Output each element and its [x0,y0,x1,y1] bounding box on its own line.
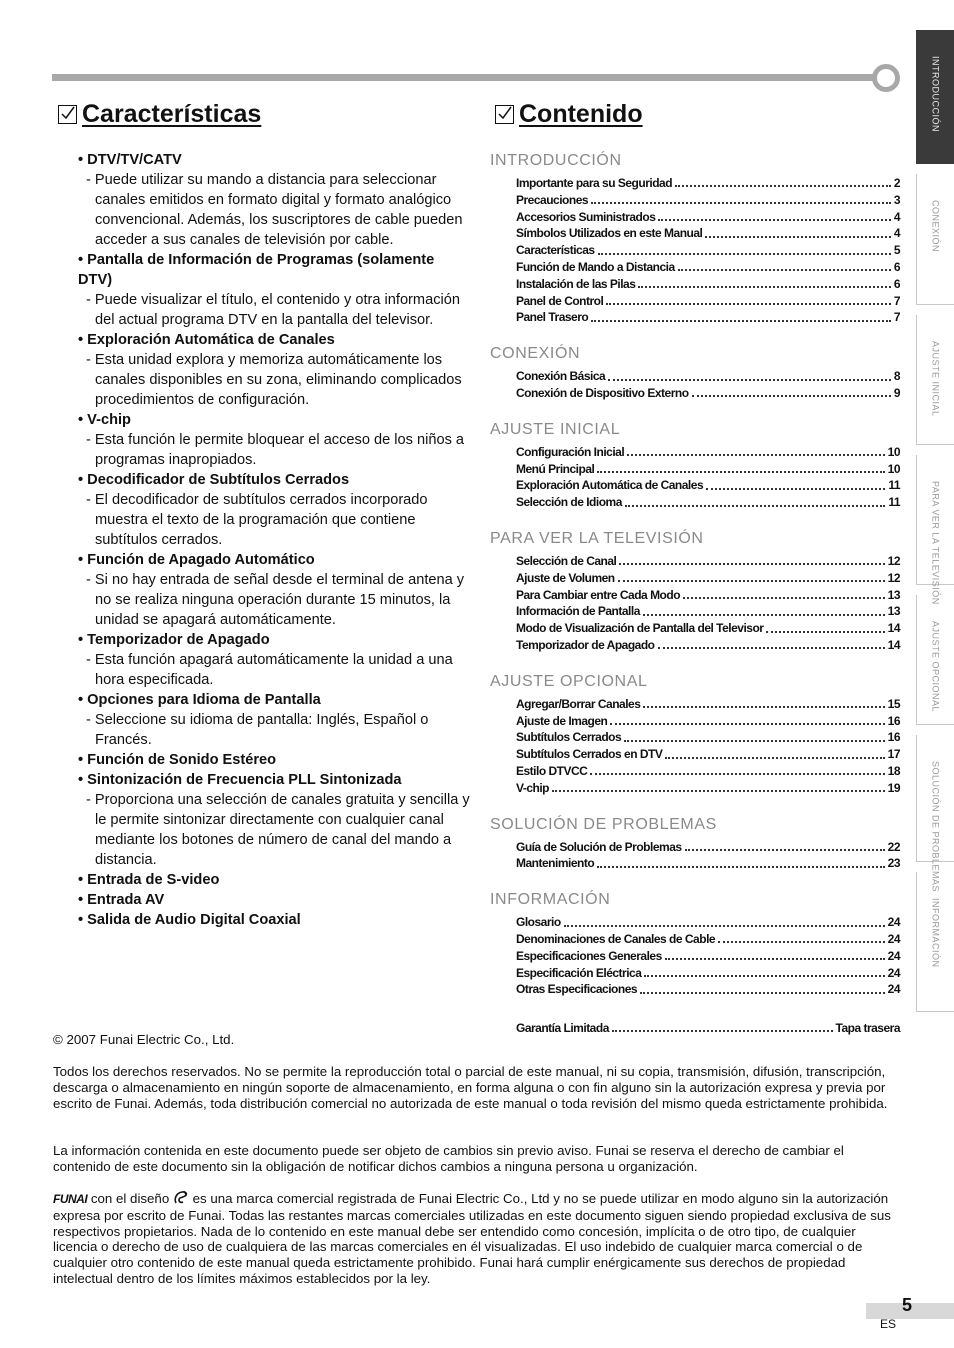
toc-entry-title: Selección de Canal [516,553,617,568]
feature-title: • DTV/TV/CATV [78,150,470,170]
toc-entry-title: Mantenimiento [516,856,595,871]
side-tab[interactable] [916,735,954,893]
toc-leader-dots [658,647,885,649]
side-tab-label: SOLUCIÓN DE PROBLEMAS [930,761,941,893]
toc-section-title: PARA VER LA TELEVISIÓN [490,529,704,547]
toc-entry-title: Temporizador de Apagado [516,637,655,652]
toc-entry[interactable] [516,587,900,604]
toc-entry-title: Conexión de Dispositivo Externo [516,385,689,400]
toc-leader-dots [619,563,884,565]
toc-leader-dots [638,286,890,288]
toc-entry-title: V-chip [516,780,550,795]
feature-title: • Exploración Automática de Canales [78,330,470,350]
toc-entry-page: 15 [887,696,900,711]
toc-entry[interactable] [516,620,900,637]
side-tab[interactable] [916,455,954,605]
feature-title: • Temporizador de Apagado [78,630,470,650]
feature-description: - El decodificador de subtítulos cerrados incorporado muestra el texto de la programación que contiene subtítulos cerrados. [78,490,470,550]
toc-entry-page: 24 [887,915,900,930]
checkbox-icon [495,105,514,124]
toc-leader-dots [718,941,885,943]
page-number: 5 [902,1295,913,1315]
toc-entry[interactable] [516,637,900,654]
toc-section-title: AJUSTE OPCIONAL [490,672,648,690]
toc-section-title: INTRODUCCIÓN [490,152,622,169]
toc-leader-dots [675,185,891,187]
toc-entry[interactable] [516,553,900,570]
toc-entry[interactable] [516,477,900,494]
toc-entry[interactable] [516,444,900,461]
toc-entry-title: Glosario [516,915,561,930]
toc-entry-title: Configuración Inicial [516,444,625,459]
toc-entry[interactable] [516,293,900,310]
toc-entry-page: 24 [887,965,900,980]
toc-entry-title: Importante para su Seguridad [516,176,673,190]
toc-leader-dots [665,757,884,759]
toc-entry[interactable] [516,713,900,730]
toc-entry[interactable] [516,276,900,293]
toc-leader-dots [606,303,890,305]
toc-section-title: AJUSTE INICIAL [490,420,621,438]
toc-entry-page: 2 [893,176,900,190]
toc-entry[interactable] [516,494,900,511]
toc-leader-dots [624,740,884,742]
toc-entry[interactable] [516,242,900,259]
toc-entry-page: 24 [887,948,900,963]
toc-entry-title: Selección de Idioma [516,495,622,510]
toc-leader-dots [644,975,884,977]
toc-section-title: SOLUCIÓN DE PROBLEMAS [490,815,717,833]
toc-entry[interactable] [516,192,900,209]
toc-leader-dots [683,597,885,599]
toc-entry-page: 11 [888,495,900,510]
toc-entry-title: Menú Principal [516,461,595,476]
toc-entry-title: Especificación Eléctrica [516,965,642,980]
toc-entry-title: Otras Especificaciones [516,982,638,997]
toc-entry-page: 5 [893,243,900,258]
toc-entry[interactable] [516,855,900,872]
toc-entry-title: Ajuste de Volumen [516,570,615,585]
toc-leader-dots [706,488,885,490]
toc-entry-page: 12 [887,553,900,568]
toc-section [490,671,900,797]
toc-entry-page: 3 [893,192,900,207]
features-title: Características [82,100,262,128]
feature-description: - Si no hay entrada de señal desde el terminal de antena y no se realiza ninguna operación durante 15 minutos, la unidad se apagará automáticamente. [78,570,470,630]
toc-entry[interactable] [516,914,900,931]
toc-entry-title: Agregar/Borrar Canales [516,696,641,711]
toc-entry-title: Conexión Básica [516,369,606,384]
toc-leader-dots [640,992,885,994]
toc-entry-page: 4 [893,226,900,241]
toc-section [490,889,900,998]
copyright-text: © 2007 Funai Electric Co., Ltd. [53,1032,235,1047]
toc-entry-title: Subtítulos Cerrados en DTV [516,747,663,762]
toc-entry-title: Accesorios Suministrados [516,209,656,224]
toc-entry-title: Especificaciones Generales [516,948,662,963]
feature-title: • Salida de Audio Digital Coaxial [78,910,470,930]
toc-entry-page: 24 [887,982,900,997]
toc-entry-page: 22 [887,839,900,854]
toc-section [490,343,900,402]
toc-section [490,814,900,873]
toc-entry[interactable] [516,225,900,242]
toc-leader-dots [564,925,885,927]
toc-entry-title: Para Cambiar entre Cada Modo [516,587,681,602]
toc-entry-page: 16 [887,713,900,728]
feature-title: • Sintonización de Frecuencia PLL Sintonizada [78,770,470,790]
toc-entry[interactable] [516,309,900,326]
toc-entry[interactable] [516,948,900,965]
feature-title: • V-chip [78,410,470,430]
side-tab-label: INTRODUCCIÓN [930,56,941,132]
contents-title: Contenido [519,100,643,128]
toc-leader-dots [591,202,891,204]
toc-entry[interactable] [516,839,900,856]
top-rule [52,74,878,81]
toc-entry-page: 13 [887,604,900,619]
feature-item [78,630,470,690]
toc-entry-page: Tapa trasera [835,1021,900,1036]
toc-entry-page: 6 [893,259,900,274]
toc-leader-dots [766,631,884,633]
toc-leader-dots [665,958,885,960]
toc-entry-page: 24 [887,931,900,946]
toc-entry-title: Información de Pantalla [516,604,640,619]
toc-entry-title: Símbolos Utilizados en este Manual [516,226,703,241]
page-language: ES [880,1317,897,1331]
feature-title: • Entrada de S-video [78,870,470,890]
toc-entry-page: 19 [887,780,900,795]
toc-leader-dots [678,269,891,271]
feature-description: - Puede utilizar su mando a distancia para seleccionar canales emitidos en formato digital y formato analógico convencional. Además, los suscriptores de cable pueden acceder a sus canales de televisión por cable. [78,170,470,250]
side-tab-label: INFORMACIÓN [930,898,941,968]
toc-entry-title: Precauciones [516,192,589,207]
toc-entry-title: Garantía Limitada [516,1021,609,1036]
feature-item [78,330,470,410]
feature-item [78,410,470,470]
toc-entry-page: 17 [887,747,900,762]
toc-entry-page: 7 [893,310,900,325]
feature-title: • Función de Sonido Estéreo [78,750,470,770]
feature-item [78,770,470,870]
toc-leader-dots [685,849,885,851]
toc-entry-page: 7 [893,293,900,308]
toc-entry-title: Exploración Automática de Canales [516,478,704,493]
feature-title: • Opciones para Idioma de Pantalla [78,690,470,710]
toc-section [490,419,900,511]
feature-description: - Puede visualizar el título, el contenido y otra información del actual programa DTV en la pantalla del televisor. [78,290,470,330]
side-tab[interactable] [916,595,954,725]
toc-entry-page: 10 [887,461,900,476]
toc-entry-page: 6 [893,276,900,291]
toc-entry-title: Ajuste de Imagen [516,713,608,728]
toc-entry-page: 12 [887,570,900,585]
side-tab[interactable] [916,174,954,305]
contents-heading [495,100,643,129]
feature-item [78,890,470,910]
toc-entry-page: 14 [887,637,900,652]
toc-entry-title: Estilo DTVCC [516,763,588,778]
toc-entry-title: Instalación de las Pilas [516,276,636,291]
side-tab-label: AJUSTE OPCIONAL [930,621,941,713]
feature-description: - Esta función le permite bloquear el acceso de los niños a programas inapropiados. [78,430,470,470]
feature-description: - Esta unidad explora y memoriza automáticamente los canales disponibles en su zona, eliminando complicados procedimientos de configuración. [78,350,470,410]
trademark-text [53,1190,898,1287]
features-list [78,150,470,930]
toc-entry[interactable] [516,696,900,713]
toc-entry-title: Denominaciones de Canales de Cable [516,931,716,946]
feature-title: • Entrada AV [78,890,470,910]
toc-entry-page: 16 [887,730,900,745]
toc-entry-page: 14 [887,621,900,636]
toc-entry-page: 18 [887,763,900,778]
toc-leader-dots [597,471,884,473]
toc-leader-dots [598,253,891,255]
toc-entry[interactable] [516,729,900,746]
toc-entry-title: Panel Trasero [516,310,589,325]
toc-entry[interactable] [516,603,900,620]
toc-entry-title: Guía de Solución de Problemas [516,839,682,854]
toc-section [490,528,900,654]
toc-leader-dots [643,614,885,616]
toc-section [490,150,900,326]
toc-entry[interactable] [516,175,900,192]
feature-description: - Proporciona una selección de canales gratuita y sencilla y le permite sintonizar directamente con cualquier canal mediante los botones de número de canal del mando a distancia. [78,790,470,870]
feature-item [78,470,470,550]
toc-entry-title: Función de Mando a Distancia [516,259,675,274]
toc-entry[interactable] [516,461,900,478]
toc-entry-page: 13 [887,587,900,602]
toc-entry-title: Panel de Control [516,293,604,308]
toc-entry-page: 23 [887,856,900,871]
toc-leader-dots [658,219,890,221]
toc-entry-title: Subtítulos Cerrados [516,730,622,745]
toc-leader-dots [643,706,884,708]
toc-entry-page: 8 [893,369,900,384]
feature-item [78,550,470,630]
side-tab-label: AJUSTE INICIAL [930,341,941,417]
toc-entry-page: 4 [893,209,900,224]
toc-leader-dots [591,320,891,322]
table-of-contents [490,150,900,1037]
toc-leader-dots [625,505,885,507]
toc-leader-dots [692,395,891,397]
feature-title: • Función de Apagado Automático [78,550,470,570]
side-tab[interactable] [916,30,954,164]
toc-leader-dots [597,866,884,868]
top-rule-circle [872,64,900,92]
checkbox-icon [58,105,77,124]
toc-leader-dots [618,580,885,582]
toc-entry[interactable] [516,209,900,226]
trademark-part2: es una marca comercial registrada de Funai Electric Co., Ltd y no se puede utilizar en modo alguno sin la autorización expresa por escrito de Funai. Todas las restantes marcas comerciales utilizadas en este documento siguen siendo propiedad exclusiva de sus respectivos propietarios. Nada de lo contenido en este manual debe ser entendido como concesión, implícita o de otro tipo, de cualquier licencia o derecho de uso de cualquiera de las marcas comerciales en él visualizadas. El uso indebido de cualquier marca comercial o de cualquier otro contenido de este manual queda estrictamente prohibido. Funai hará cumplir enérgicamente sus derechos de propiedad intelectual dentro de los límites máximos establecidos por la ley. [53,1191,891,1286]
rights-text: Todos los derechos reservados. No se permite la reproducción total o parcial de este manual, ni su copia, transmisión, difusión, transcripción, descarga o almacenamiento en ningún soporte de almacenamiento, en forma alguna o con fin alguno sin la autorización expresa y previa por escrito de Funai. Además, toda distribución comercial no autorizada de este manual o toda revisión del mismo queda estrictamente prohibida. [53,1064,888,1111]
feature-item [78,690,470,750]
feature-title: • Pantalla de Información de Programas (solamente DTV) [78,250,470,290]
toc-entry-title: Modo de Visualización de Pantalla del Televisor [516,621,764,636]
toc-entry[interactable] [516,259,900,276]
toc-leader-dots [608,379,891,381]
funai-swirl-icon [173,1190,189,1205]
toc-entry[interactable] [516,746,900,763]
toc-entry-title: Características [516,243,595,258]
toc-entry[interactable] [516,368,900,385]
toc-entry[interactable] [516,385,900,402]
toc-entry[interactable] [516,780,900,797]
toc-leader-dots [627,454,884,456]
toc-entry-page: 11 [888,478,900,493]
feature-description: - Seleccione su idioma de pantalla: Inglés, Español o Francés. [78,710,470,750]
feature-item [78,870,470,890]
toc-entry[interactable] [516,965,900,982]
toc-leader-dots [705,236,890,238]
toc-section-title: INFORMACIÓN [490,891,611,909]
funai-logo: FUNAI [53,1192,88,1206]
side-tab[interactable] [916,872,954,1012]
feature-description: - Esta función apagará automáticamente la unidad a una hora especificada. [78,650,470,690]
toc-entry[interactable] [516,763,900,780]
trademark-part1: con el diseño [87,1191,173,1206]
toc-leader-dots [610,723,884,725]
feature-item [78,910,470,930]
feature-item [78,150,470,250]
feature-item [78,750,470,770]
toc-section-title: CONEXIÓN [490,345,581,363]
feature-title: • Decodificador de Subtítulos Cerrados [78,470,470,490]
side-tab[interactable] [916,315,954,445]
feature-item [78,250,470,330]
features-heading [58,100,261,129]
toc-entry-page: 10 [887,444,900,459]
info-text: La información contenida en este documento puede ser objeto de cambios sin previo aviso. Funai se reserva el derecho de cambiar el contenido de este documento sin la obligación de notificar dichos cambios a ninguna persona u organización. [53,1143,844,1174]
toc-leader-dots [590,773,884,775]
side-tab-label: CONEXIÓN [930,200,941,253]
toc-leader-dots [552,790,885,792]
side-tab-label: PARA VER LA TELEVISIÓN [930,481,941,605]
toc-entry[interactable] [516,570,900,587]
toc-entry-page: 9 [893,385,900,400]
toc-entry[interactable] [516,981,900,998]
toc-entry[interactable] [516,931,900,948]
